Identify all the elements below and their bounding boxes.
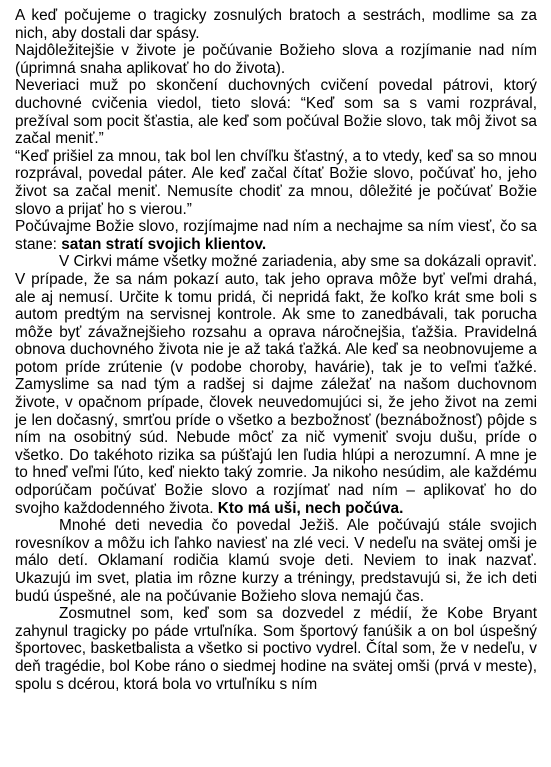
paragraph-listen-word [15, 218, 537, 253]
paragraph-prayer: A keď počujeme o tragicky zosnulých bratoch a sestrách, modlime sa za nich, aby dostali dar spásy. [15, 7, 537, 42]
paragraph-church-repair-text: V Cirkvi máme všetky možné zariadenia, aby sme sa dokázali opraviť. V prípade, že sa nám pokazí auto, tak jeho oprava môže byť veľmi drahá, ale aj nemusí. Určite k tomu pridá, či nepridá fakt, že koľko krát sme boli s autom predtým na servisnej kontrole. Ak sme to zanedbávali, tak porucha môže byť závažnejšieho rozsahu a oprava náročnejšia, ťažšia. Pravidelná obnova duchovného života nie je až taká ťažká. Ale keď sa neobnovujeme a potom príde zrútenie (v podobe choroby, havárie), tak je to veľmi ťažké. Zamyslime sa nad tým a radšej si dajme záležať na našom duchovnom živote, v opačnom prípade, človek neuvedomujúci si, že jeho život na zemi je len dočasný, smrťou príde o všetko a bezbožnosť (beznábožnosť) pôjde s ním na osobitný súd. Nebude môcť za nič vymeniť svoju dušu, príde o všetko. Do takéhoto rizika sa púšťajú len ľudia hlúpi a nerozumní. A mne je to hneď veľmi ľúto, keď niekto taký zomrie. Ja nikoho nesúdim, ale každému odporúčam počúvať Božie slovo a rozjímať nad ním – aplikovať ho do svojho každodenného života. [15, 253, 537, 517]
who-has-ears-emphasis: Kto má uši, nech počúva. [217, 499, 404, 517]
paragraph-priest-reply: “Keď prišiel za mnou, tak bol len chvíľku šťastný, a to vtedy, keď sa so mnou rozprával, povedal páter. Ale keď začal čítať Božie slovo, počúvať ho, jeho život sa začal meniť. Nemusíte chodiť za mnou, dôležité je počúvať Božie slovo a prijať ho s vierou.” [15, 147, 537, 218]
paragraph-most-important: Najdôležitejšie v živote je počúvanie Božieho slova a rozjímanie nad ním (úprimná snaha aplikovať ho do života). [15, 42, 537, 77]
paragraph-listen-word-text: Počúvajme Božie slovo, rozjímajme nad ním a nechajme sa ním viesť, čo sa stane: [15, 218, 537, 253]
paragraph-children: Mnohé deti nevedia čo povedal Ježiš. Ale počúvajú stále svojich rovesníkov a môžu ich ľahko naviesť na zlé veci. V nedeľu na svätej omši je málo detí. Oklamaní rodičia klamú svoje deti. Neviem to inak nazvať. Ukazujú im svet, platia im rôzne kurzy a tréningy, predstavujú si, že ich deti budú úspešné, ale na počúvanie Božieho slova nemajú čas. [15, 517, 537, 605]
satan-loses-clients-emphasis: satan stratí svojich klientov. [61, 235, 267, 253]
paragraph-church-repair [15, 253, 537, 517]
paragraph-unbeliever-quote: Neveriaci muž po skončení duchovných cvičení povedal pátrovi, ktorý duchovné cvičenia viedol, tieto slová: “Keď som sa s vami rozprával, prežíval som pocit šťastia, ale keď som počúval Božie slovo, tak môj život sa začal meniť.” [15, 77, 537, 148]
document-page [15, 7, 537, 693]
paragraph-kobe-bryant: Zosmutnel som, keď som sa dozvedel z médií, že Kobe Bryant zahynul tragicky po páde vrtuľníka. Som športový fanúšik a on bol úspešný športovec, basketbalista a všetko si poctivo vydrel. Čítal som, že v nedeľu, v deň tragédie, bol Kobe ráno o siedmej hodine na svätej omši (prvá v meste), spolu s dcérou, ktorá bola vo vrtuľníku s ním [15, 605, 537, 693]
